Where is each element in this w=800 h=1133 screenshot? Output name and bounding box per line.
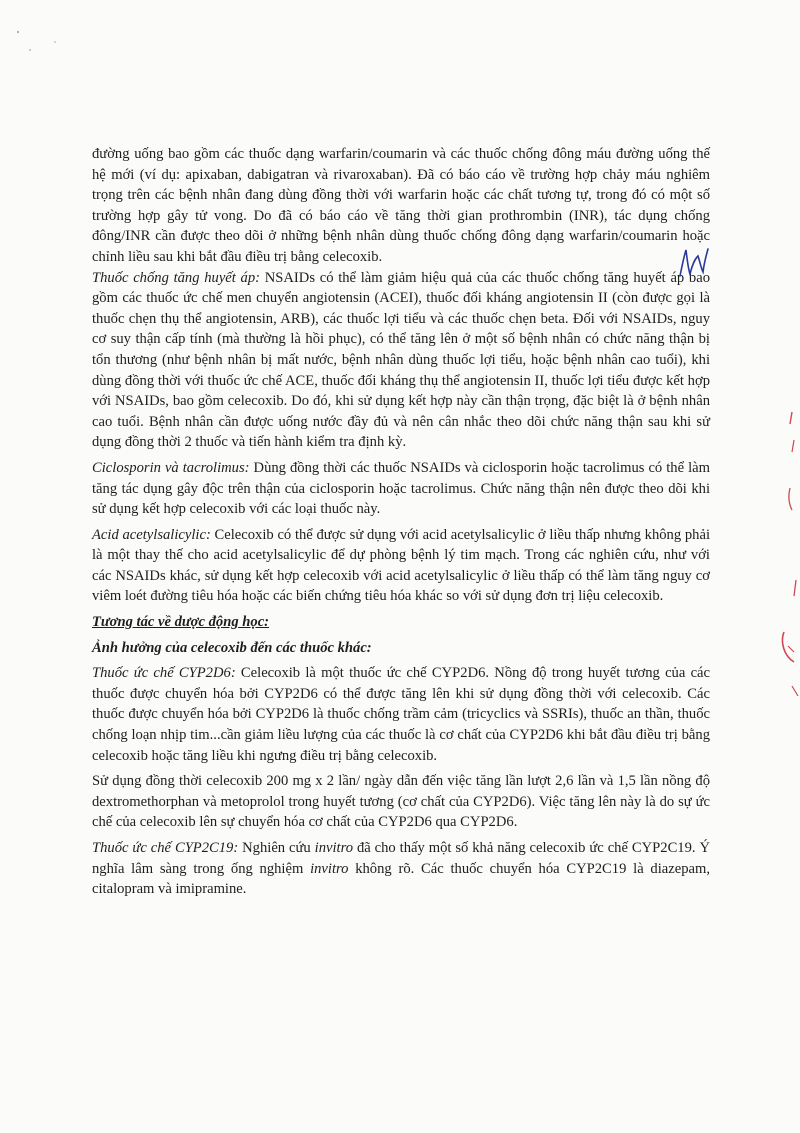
text-antihypertensives: NSAIDs có thể làm giảm hiệu quả của các thuốc chống tăng huyết áp bao gồm các thuốc ức chế men chuyển angiotensin (ACEI), thuốc đối kháng angiotensin II (còn được gọi là thuốc chẹn thụ thể angiotensin, ARB), các thuốc lợi tiểu và các thuốc chẹn beta. Đối với NSAIDs, nguy cơ suy thận cấp tính (mà thường là hồi phục), có thể tăng lên ở một số bệnh nhân có chức năng thận bị tổn thương (như bệnh nhân bị mất nước, bệnh nhân dùng thuốc lợi tiểu, hoặc bệnh nhân cao tuổi), khi dùng đồng thời với thuốc ức chế ACE, thuốc đối kháng thụ thể angiotensin II, thuốc lợi tiểu được kết hợp với NSAIDs, bao gồm celecoxib. Do đó, khi sử dụng kết hợp này cần thận trọng, đặc biệt là ở bệnh nhân cao tuổi. Bệnh nhân cần được uống nước đầy đủ và nên cân nhắc theo dõi chức năng thận sau khi sử dụng đồng thời 2 thuốc và tiến hành kiểm tra định kỳ. — [92, 269, 711, 451]
paragraph-dextromethorphan: Sử dụng đồng thời celecoxib 200 mg x 2 lần/ ngày dẫn đến việc tăng lần lượt 2,6 lần và 1,5 lần nồng độ dextromethorphan và metoprolol trong huyết tương (cơ chất của CYP2D6). Việc tăng lên này là do sự ức chế của celecoxib lên sự chuyển hóa cơ chất của CYP2D6 qua CYP2D6. — [92, 773, 710, 831]
text-cyp2c19-a: Nghiên cứu — [238, 840, 315, 856]
text-cyp2d6: Celecoxib là một thuốc ức chế CYP2D6. Nồng độ trong huyết tương của các thuốc được chuyển hóa bởi CYP2D6 có thể được tăng lên khi sử dụng đồng thời với celecoxib. Các thuốc được chuyển hóa bởi CYP2D6 là thuốc chống trầm cảm (tricyclics và SSRIs), thuốc an thần, thuốc chống loạn nhịp tim...cần giảm liều lượng của các thuốc là cơ chất của CYP2D6 khi bắt đầu điều trị bằng celecoxib hoặc tăng liều khi ngưng điều trị bằng celecoxib. — [92, 665, 710, 764]
label-cyp2c19: Thuốc ức chế CYP2C19: — [92, 840, 239, 856]
document-body — [92, 144, 710, 905]
term-invitro-2: invitro — [310, 860, 349, 877]
term-invitro-1: invitro — [314, 840, 354, 856]
heading-pharmacokinetics: Tương tác về dược động học: — [92, 614, 270, 631]
text-cyp2c19-b: đã cho thấy một số khả năng celecoxib ức chế CYP2C19. Ý nghĩa lâm sàng trong ống nghiệm — [92, 840, 711, 877]
label-antihypertensives: Thuốc chống tăng huyết áp: — [92, 269, 261, 286]
label-acetylsalicylic: Acid acetylsalicylic: — [92, 526, 211, 543]
handwritten-initials-icon — [676, 246, 710, 280]
label-ciclosporin: Ciclosporin và tacrolimus: — [92, 459, 250, 476]
red-stamp-fragment-icon — [770, 400, 800, 720]
text-cyp2c19-c: không rõ. Các thuốc chuyển hóa CYP2C19 là diazepam, citalopram và imipramine. — [92, 860, 710, 898]
heading-celecoxib-effects: Ảnh hưởng của celecoxib đến các thuốc khác: — [92, 639, 372, 656]
label-cyp2d6: Thuốc ức chế CYP2D6: — [92, 665, 236, 682]
paragraph-ciclosporin — [92, 458, 710, 520]
paragraph-cyp2c19 — [92, 838, 710, 900]
paragraph-acetylsalicylic — [92, 525, 710, 607]
paragraph-cyp2d6 — [92, 663, 710, 766]
text-ciclosporin: Dùng đồng thời các thuốc NSAIDs và ciclosporin hoặc tacrolimus có thể làm tăng tác dụng gây độc trên thận của ciclosporin hoặc tacrolimus. Chức năng thận nên được theo dõi khi sử dụng kết hợp celecoxib với các loại thuốc này. — [92, 459, 710, 518]
paragraph-anticoagulants: đường uống bao gồm các thuốc dạng warfarin/coumarin và các thuốc chống đông máu đường uống thế hệ mới (ví dụ: apixaban, dabigatran và rivaroxaban). Đã có báo cáo về trường hợp chảy máu nghiêm trọng trên các bệnh nhân đang dùng đồng thời với warfarin hoặc các chất tương tự, trong đó có một số trường hợp gây tử vong. Do đã có báo cáo về tăng thời gian prothrombin (INR), tác dụng chống đông/INR cần được theo dõi ở những bệnh nhân dùng thuốc chống đông dạng warfarin/coumarin hoặc chỉnh liều sau khi bắt đầu điều trị bằng celecoxib. — [92, 146, 710, 265]
scan-specks-icon — [10, 20, 70, 60]
paragraph-antihypertensives — [92, 268, 710, 453]
text-acetylsalicylic: Celecoxib có thể được sử dụng với acid acetylsalicylic ở liều thấp nhưng không phải là một thay thế cho acid acetylsalicylic để dự phòng bệnh lý tim mạch. Trong các nghiên cứu, như với các NSAIDs khác, sử dụng kết hợp celecoxib với acid acetylsalicylic ở liều thấp có thể làm tăng nguy cơ viêm loét đường tiêu hóa hoặc các biến chứng tiêu hóa khác so với sử dụng đơn trị liệu celecoxib. — [92, 526, 711, 605]
